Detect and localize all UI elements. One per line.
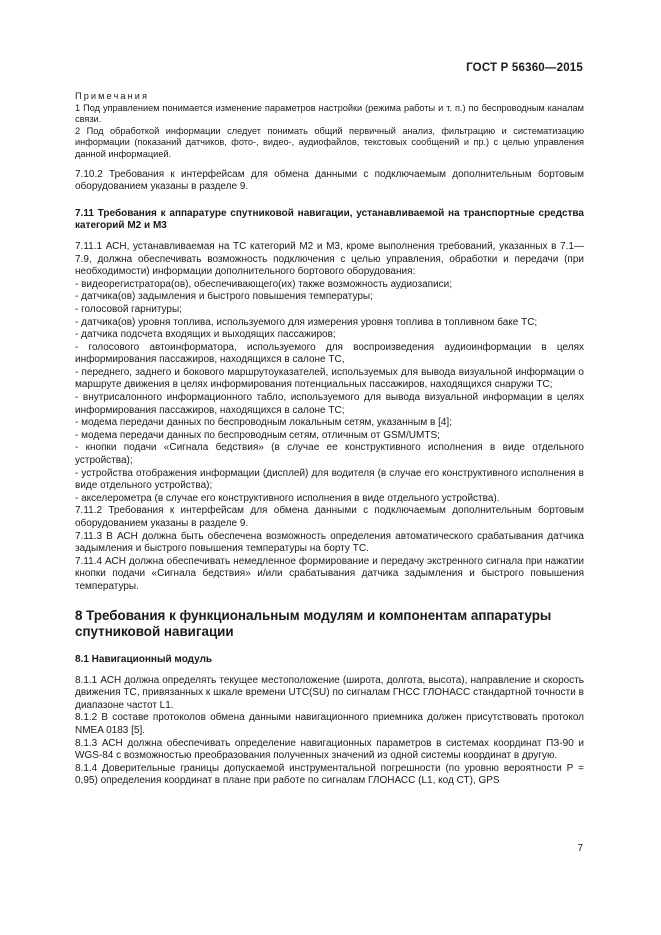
- list-item: - акселерометра (в случае его конструктивного исполнения в виде отдельного устройства).: [75, 492, 500, 504]
- list-item: - датчика(ов) уровня топлива, используемого для измерения уровня топлива в топливном баке ТС;: [75, 316, 538, 328]
- paragraph-8-1-1: 8.1.1 АСН должна определять текущее местоположение (широта, долгота, высота), направление и скорость движения ТС, привязанных к шкале времени UTC(SU) по сигналам ГНСС ГЛОНАСС стандартной точности в диапазоне частот L1.: [75, 674, 584, 711]
- section-heading-8-1: 8.1 Навигационный модуль: [75, 653, 213, 665]
- list-item: - модема передачи данных по беспроводным сетям, отличным от GSM/UMTS;: [75, 429, 440, 441]
- list-item: - внутрисалонного информационного табло, используемого для вывода визуальной информации в целях информирования пассажиров, находящихся в салоне ТС;: [75, 392, 584, 416]
- list-item: - голосовой гарнитуры;: [75, 303, 182, 315]
- list-item: - модема передачи данных по беспроводным локальным сетям, указанным в [4];: [75, 417, 452, 429]
- paragraph-7-11-4: 7.11.4 АСН должна обеспечивать немедленное формирование и передачу экстренного сигнала при нажатии кнопки подачи «Сигнала бедствия» и/или срабатывания датчика задымления и быстрого повышения температуры.: [75, 555, 584, 592]
- note-2: 2 Под обработкой информации следует понимать общий первичный анализ, фильтрацию и систематизацию информации (показаний датчиков, фото-, видео-, аудиофайлов, текстовых сообщений и пр.) с целью управления данной информацией.: [75, 125, 584, 159]
- section-heading-7-11: 7.11 Требования к аппаратуре спутниковой навигации, устанавливаемой на транспортные средства категорий М2 и М3: [75, 207, 584, 232]
- paragraph-7-11-2: 7.11.2 Требования к интерфейсам для обмена данными с подключаемым дополнительным бортовым оборудованием указаны в разделе 9.: [75, 505, 584, 529]
- note-1: 1 Под управлением понимается изменение параметров настройки (режима работы и т. п.) по беспроводным каналам связи.: [75, 102, 584, 125]
- list-item: - устройства отображения информации (дисплей) для водителя (в случае его конструктивного исполнения в виде отдельного устройства);: [75, 467, 584, 492]
- standard-header: ГОСТ Р 56360—2015: [466, 62, 583, 74]
- paragraph-7-11-3: 7.11.3 В АСН должна быть обеспечена возможность определения автоматического срабатывания датчика задымления и быстрого повышения температуры на борту ТС.: [75, 530, 584, 555]
- list-item: - кнопки подачи «Сигнала бедствия» (в случае ее конструктивного исполнения в виде отдельного устройства);: [75, 442, 584, 467]
- paragraph-7-10-2: 7.10.2 Требования к интерфейсам для обмена данными с подключаемым дополнительным бортовым оборудованием указаны в разделе 9.: [75, 168, 584, 193]
- page-content: [75, 90, 584, 788]
- notes-title: Примечания: [75, 91, 150, 101]
- page-number: 7: [577, 843, 583, 854]
- list-item: - датчика(ов) задымления и быстрого повышения температуры;: [75, 291, 373, 303]
- list-item: - видеорегистратора(ов), обеспечивающего(их) также возможность аудиозаписи;: [75, 278, 453, 290]
- list-item: - датчика подсчета входящих и выходящих пассажиров;: [75, 329, 336, 341]
- list-item: - переднего, заднего и бокового маршрутоуказателей, используемых для вывода визуальной информации о маршруте движения в целях информирования потенциальных пассажиров, находящихся снаружи ТС;: [75, 366, 584, 391]
- paragraph-8-1-3: 8.1.3 АСН должна обеспечивать определение навигационных параметров в системах координат ПЗ-90 и WGS-84 с возможностью преобразования полученных значений из одной системы координат в другую.: [75, 737, 584, 762]
- paragraph-8-1-2: 8.1.2 В составе протоколов обмена данными навигационного приемника должен присутствовать протокол NMEA 0183 [5].: [75, 712, 584, 736]
- list-item: - голосового автоинформатора, используемого для воспроизведения аудиоинформации в целях информирования пассажиров, находящихся в салоне ТС,: [75, 341, 584, 366]
- paragraph-7-11-1: 7.11.1 АСН, устанавливаемая на ТС категорий М2 и М3, кроме выполнения требований, указанных в 7.1—7.9, должна обеспечивать возможность подключения с целью управления, обработки и передачи (при необходимости) информации дополнительного бортового оборудования:: [75, 240, 584, 278]
- chapter-heading-8: 8 Требования к функциональным модулям и компонентам аппаратуры спутниковой навигации: [75, 607, 552, 639]
- paragraph-8-1-4: 8.1.4 Доверительные границы допускаемой инструментальной погрешности (по уровню вероятности Р = 0,95) определения координат в плане при работе по сигналам ГЛОНАСС (L1, код СТ), GPS: [75, 762, 584, 787]
